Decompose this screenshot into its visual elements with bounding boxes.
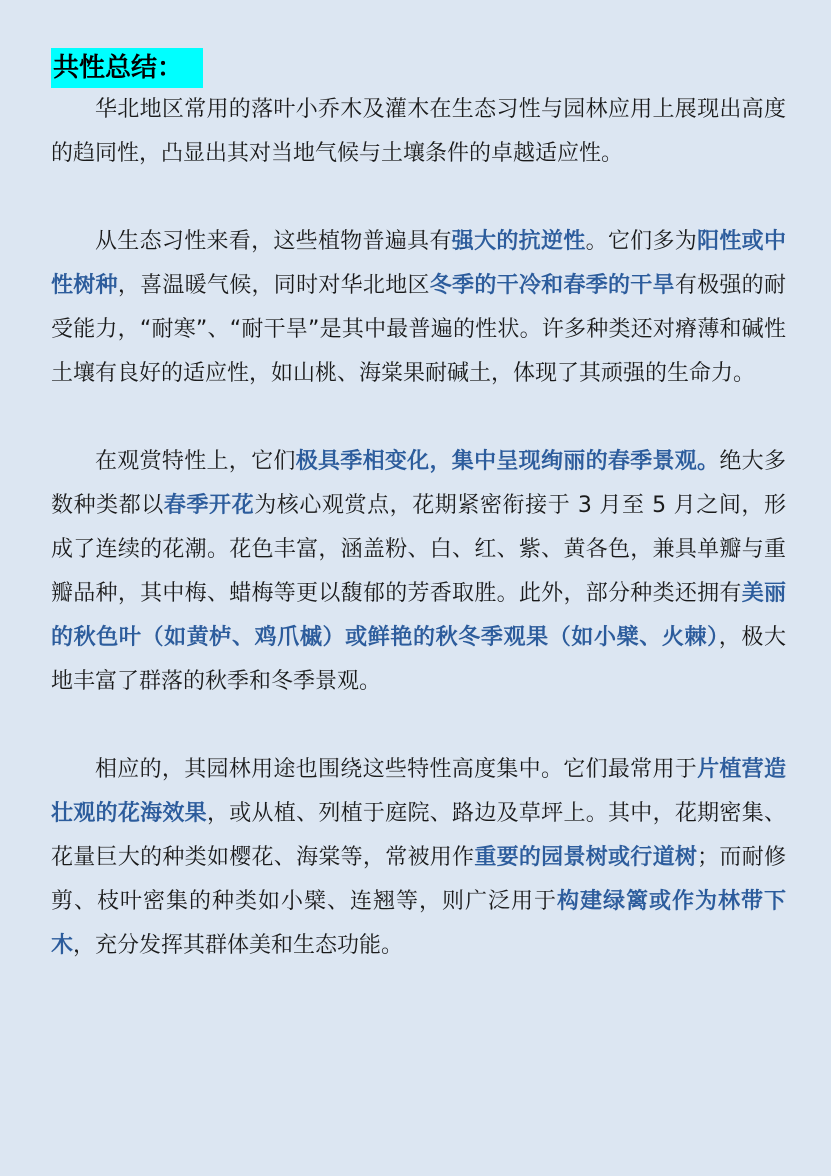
paragraph-gap <box>51 176 786 220</box>
highlighted-text: 美丽的秋色叶（如黄栌、鸡爪槭）或鲜艳的秋冬季观果（如小檗、火棘） <box>51 581 786 650</box>
highlighted-text: 重要的园景树或行道树 <box>474 845 698 870</box>
highlighted-text: 阳性或中性树种 <box>51 229 786 298</box>
body-text: ，喜温暖气候，同时对华北地区 <box>117 273 430 298</box>
paragraph-ornamental <box>51 440 786 704</box>
body-text: 相应的，其园林用途也围绕这些特性高度集中。它们最常用于 <box>95 757 698 782</box>
highlighted-text: 强大的抗逆性 <box>451 229 586 254</box>
highlighted-text: 构建绿篱或作为林带下木 <box>51 889 786 958</box>
body-text: ，极大地丰富了群落的秋季和冬季景观。 <box>51 625 786 694</box>
section-heading: 共性总结： <box>51 48 203 88</box>
body-text: 有极强的耐受能力，“耐寒”、“耐干旱”是其中最普遍的性状。许多种类还对瘠薄和碱性土壤有良好的适应性，如山桃、海棠果耐碱土，体现了其顽强的生命力。 <box>51 273 786 386</box>
highlighted-text: 春季开花 <box>163 493 255 518</box>
paragraph-landscape-use <box>51 748 786 968</box>
body-text: 从生态习性来看，这些植物普遍具有 <box>95 229 452 254</box>
paragraph-intro <box>51 88 786 176</box>
body-text: ；而耐修剪、枝叶密集的种类如小檗、连翘等，则广泛用于 <box>51 845 786 914</box>
body-text: ，充分发挥其群体美和生态功能。 <box>73 933 404 958</box>
body-text: 。它们多为 <box>585 229 698 254</box>
body-text: 华北地区常用的落叶小乔木及灌木在生态习性与园林应用上展现出高度的趋同性，凸显出其对当地气候与土壤条件的卓越适应性。 <box>51 97 786 166</box>
paragraph-ecology <box>51 220 786 396</box>
paragraph-gap <box>51 704 786 748</box>
body-text: 为核心观赏点，花期紧密衔接于 3 月至 5 月之间，形成了连续的花潮。花色丰富，涵盖粉、白、红、紫、黄各色，兼具单瓣与重瓣品种，其中梅、蜡梅等更以馥郁的芳香取胜。此外，部分种类还拥有 <box>51 493 786 606</box>
body-text: 绝大多数种类都以 <box>51 449 786 518</box>
body-text: ，或从植、列植于庭院、路边及草坪上。其中，花期密集、花量巨大的种类如樱花、海棠等，常被用作 <box>51 801 786 870</box>
document-page <box>51 48 786 968</box>
body-text: 在观赏特性上，它们 <box>95 449 296 474</box>
highlighted-text: 片植营造壮观的花海效果 <box>51 757 786 826</box>
highlighted-text: 极具季相变化，集中呈现绚丽的春季景观。 <box>295 449 720 474</box>
highlighted-text: 冬季的干冷和春季的干旱 <box>429 273 675 298</box>
paragraph-gap <box>51 396 786 440</box>
